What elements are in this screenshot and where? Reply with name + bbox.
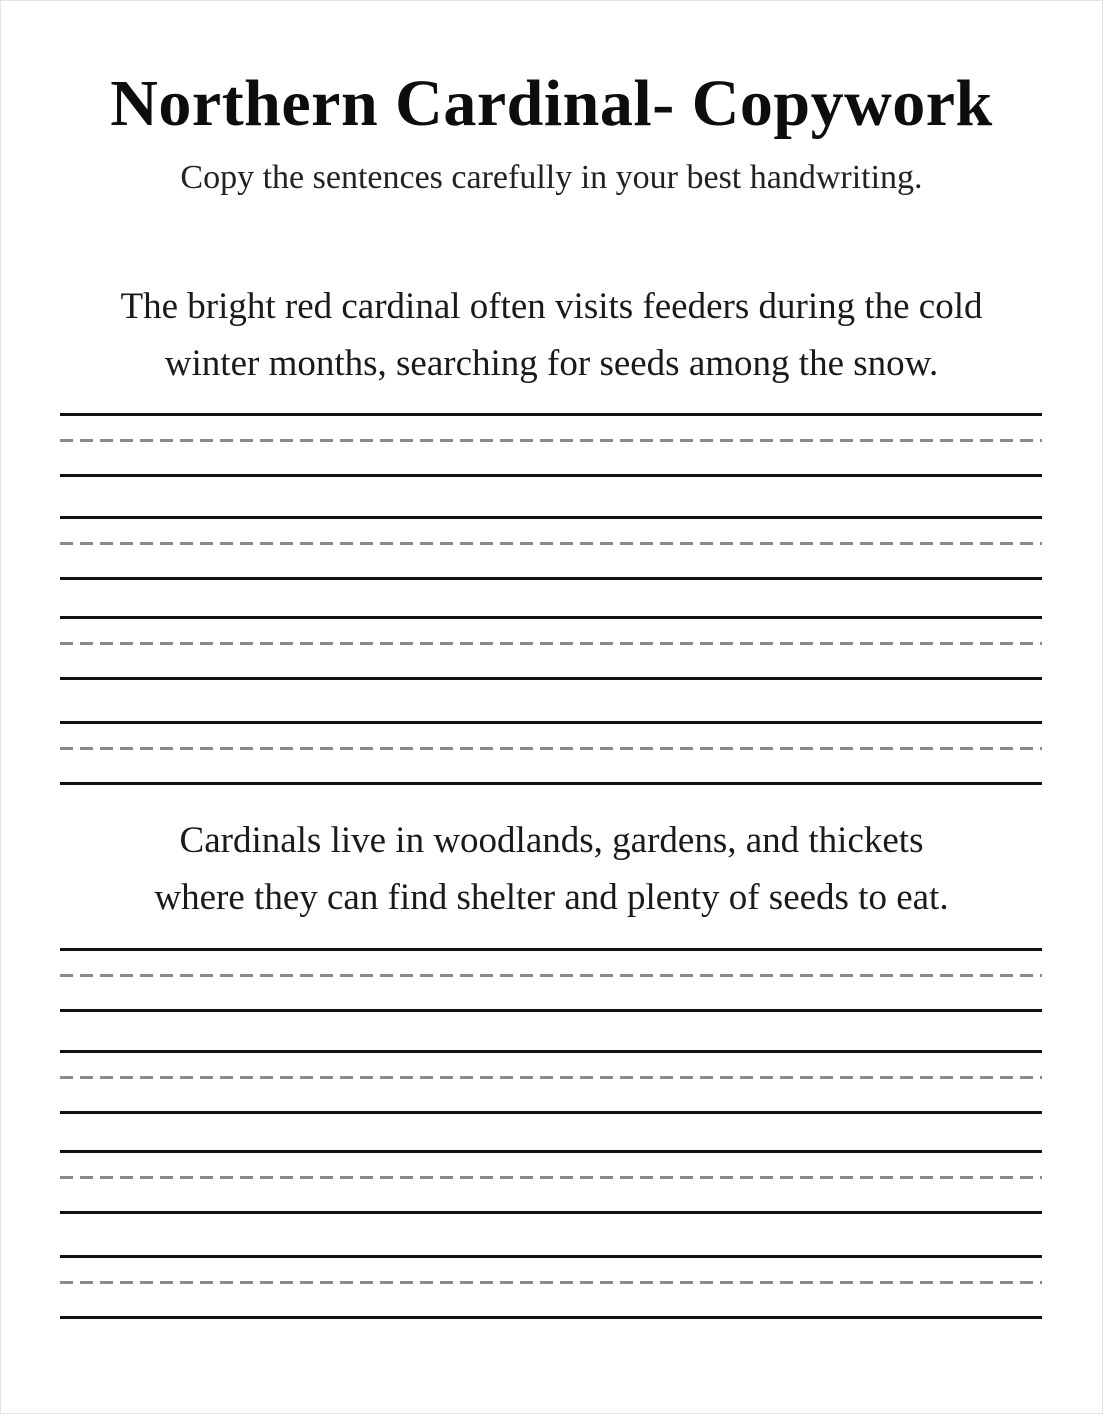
midline-dashed [60, 1076, 1042, 1079]
baseline-guide-line [60, 1316, 1042, 1319]
copy-sentence-2 [0, 812, 1103, 926]
top-guide-line [60, 721, 1042, 724]
handwriting-guide-row[interactable] [60, 1150, 1042, 1222]
top-guide-line [60, 948, 1042, 951]
top-guide-line [60, 616, 1042, 619]
midline-dashed [60, 974, 1042, 977]
baseline-guide-line [60, 677, 1042, 680]
sentence-2-line-1: Cardinals live in woodlands, gardens, and thickets [179, 820, 924, 861]
baseline-guide-line [60, 474, 1042, 477]
handwriting-guide-row[interactable] [60, 948, 1042, 1020]
midline-dashed [60, 1176, 1042, 1179]
top-guide-line [60, 1255, 1042, 1258]
top-guide-line [60, 1050, 1042, 1053]
baseline-guide-line [60, 1111, 1042, 1114]
handwriting-guide-row[interactable] [60, 1050, 1042, 1122]
sentence-1-line-1: The bright red cardinal often visits feeders during the cold [120, 286, 983, 327]
worksheet-title: Northern Cardinal- Copywork [110, 67, 993, 140]
midline-dashed [60, 747, 1042, 750]
handwriting-guide-row[interactable] [60, 413, 1042, 485]
baseline-guide-line [60, 782, 1042, 785]
top-guide-line [60, 1150, 1042, 1153]
sentence-2-line-2: where they can find shelter and plenty of seeds to eat. [154, 877, 949, 918]
baseline-guide-line [60, 1009, 1042, 1012]
handwriting-guide-row[interactable] [60, 516, 1042, 588]
handwriting-guide-row[interactable] [60, 616, 1042, 688]
midline-dashed [60, 439, 1042, 442]
midline-dashed [60, 542, 1042, 545]
worksheet-instructions: Copy the sentences carefully in your best handwriting. [180, 159, 923, 196]
copy-sentence-1 [0, 278, 1103, 392]
midline-dashed [60, 642, 1042, 645]
midline-dashed [60, 1281, 1042, 1284]
handwriting-guide-row[interactable] [60, 1255, 1042, 1327]
sentence-1-line-2: winter months, searching for seeds among the snow. [164, 343, 939, 384]
baseline-guide-line [60, 1211, 1042, 1214]
handwriting-guide-row[interactable] [60, 721, 1042, 793]
baseline-guide-line [60, 577, 1042, 580]
top-guide-line [60, 516, 1042, 519]
top-guide-line [60, 413, 1042, 416]
